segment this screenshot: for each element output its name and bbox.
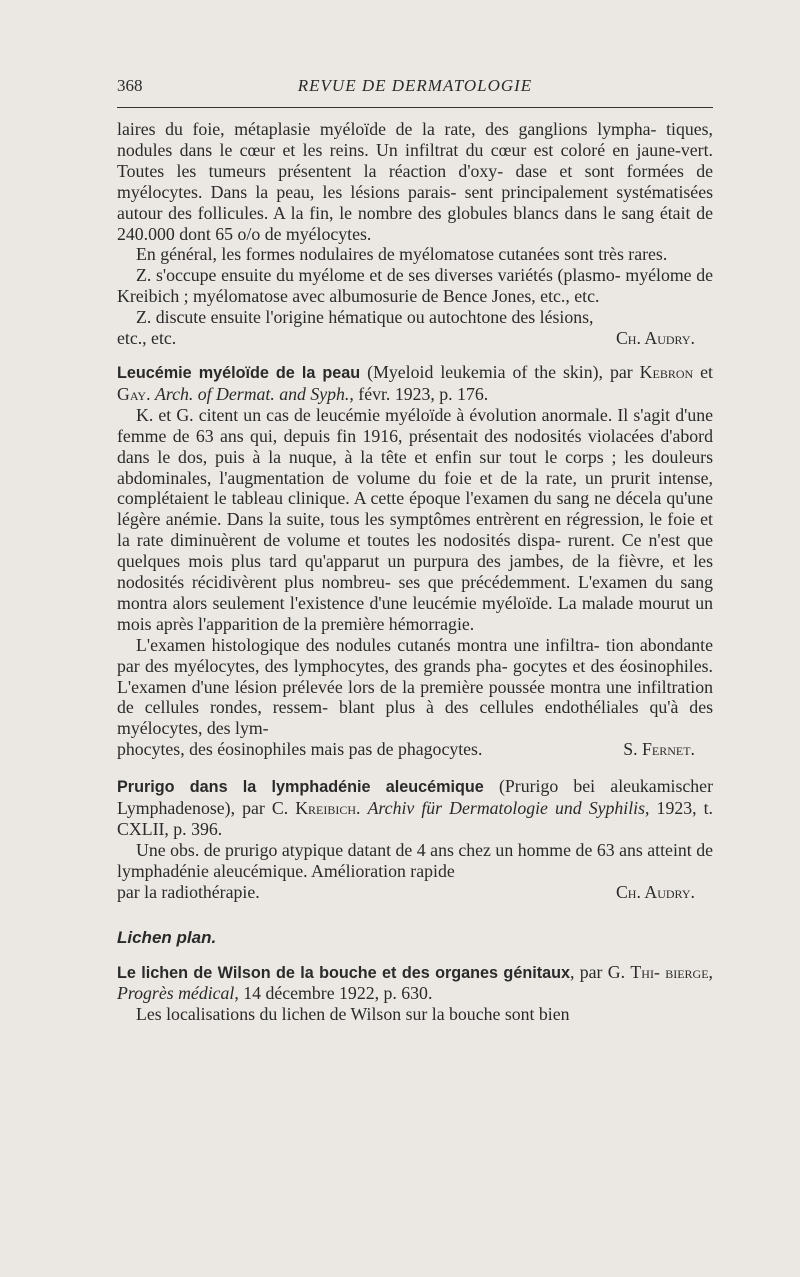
reviewer-signature: S. Fernet. bbox=[623, 739, 695, 760]
reference-text: . bbox=[146, 383, 155, 404]
text-line: phocytes, des éosinophiles mais pas de phagocytes. bbox=[117, 739, 483, 760]
reference-text: Lymphadenose), par C. bbox=[117, 798, 296, 819]
paragraph bbox=[117, 635, 713, 740]
text-line: gocytes et des éosinophiles. L'examen d'une lésion prélevée lors de la bbox=[117, 655, 714, 697]
header-rule bbox=[117, 107, 713, 108]
paragraph bbox=[117, 1004, 713, 1025]
paragraph bbox=[117, 265, 713, 307]
reviewer-signature: Ch. Audry. bbox=[615, 881, 695, 902]
text-line: très rares. bbox=[598, 244, 668, 265]
text-line: de myélocytes. bbox=[264, 223, 372, 244]
paragraph bbox=[117, 119, 713, 244]
text-line: enfin sur tout le corps ; les douleurs abdominales, l'augmentation de bbox=[117, 446, 714, 488]
text-line: Z. s'occupe ensuite du myélome et de ses diverses variétés (plasmo- bbox=[136, 265, 621, 286]
paragraph bbox=[117, 307, 713, 328]
page-body bbox=[117, 119, 713, 1025]
reference-text: (Prurigo bei aleukamischer bbox=[483, 776, 713, 797]
article-title: Le lichen de Wilson de la bouche et des organes génitaux bbox=[117, 963, 570, 982]
article-title: Prurigo dans la lymphadénie aleucémique bbox=[117, 778, 484, 797]
reference-text: et bbox=[700, 361, 713, 382]
reference-text: (Myeloid leukemia of the skin), par bbox=[360, 361, 640, 382]
spacer bbox=[117, 349, 713, 362]
reviewer-signature: Ch. Audry. bbox=[615, 328, 695, 349]
text-line: coloré en jaune-vert. Toutes les tumeurs présentent la réaction d'oxy- bbox=[117, 139, 713, 181]
author-name: Kreibich bbox=[295, 798, 357, 819]
text-line: etc., etc. bbox=[117, 328, 177, 349]
text-line: En général, les formes nodulaires de myélomatose cutanées sont bbox=[136, 244, 594, 265]
reference-text: , 14 décembre 1922, p. 630. bbox=[234, 983, 433, 1004]
text-line: tiques, nodules dans le cœur et les reins. Un infiltrat du cœur est bbox=[117, 119, 713, 160]
text-line: dase et sont formées de myélocytes. Dans la peau, les lésions parais- bbox=[117, 160, 713, 202]
running-title: REVUE DE DERMATOLOGIE bbox=[297, 76, 533, 95]
page-number: 368 bbox=[117, 76, 143, 95]
page-header bbox=[117, 76, 713, 102]
author-name: Thi- bbox=[630, 961, 660, 982]
text-line: blant plus à des cellules endothéliales qu'à des myélocytes, des lym- bbox=[117, 697, 714, 739]
signature-line bbox=[117, 328, 713, 349]
journal-name: Progrès médical bbox=[117, 983, 235, 1004]
journal-name: Archiv für Dermatologie und Syphilis bbox=[367, 798, 646, 819]
signature-line bbox=[117, 739, 713, 760]
section-heading: Lichen plan. bbox=[117, 927, 217, 947]
text-line: K. et G. citent un cas de leucémie myéloïde à évolution anormale. bbox=[136, 404, 613, 425]
reference-text: , févr. 1923, p. 176. bbox=[349, 383, 489, 404]
signature-line bbox=[117, 882, 713, 903]
text-line: nodosités violacées d'abord dans le dos, puis à la nuque, à la tête et bbox=[117, 425, 713, 467]
text-line: de 63 ans atteint de lymphadénie aleucémique. Amélioration rapide bbox=[117, 839, 713, 881]
text-line: Z. discute ensuite l'origine hématique ou autochtone des lésions, bbox=[136, 307, 594, 328]
text-line: etc., etc. bbox=[540, 286, 600, 307]
spacer bbox=[117, 760, 713, 776]
reference-text: , bbox=[708, 961, 713, 982]
text-line: Les localisations du lichen de Wilson sur la bouche sont bien bbox=[136, 1004, 570, 1025]
text-line: volume du foie et de la rate, un prurit intense, complétaient le tableau bbox=[117, 467, 713, 509]
text-line: sent principalement systématisées autour des follicules. A la fin, le bbox=[117, 181, 714, 223]
text-line: première poussée montra une infiltration de cellules rondes, ressem- bbox=[117, 676, 713, 718]
article-heading bbox=[117, 362, 713, 405]
text-line: clinique. A cette époque l'examen du sang ne décela qu'une légère bbox=[117, 488, 713, 530]
text-line: rurent. Ce n'est que quelques mois plus tard qu'apparut un purpura bbox=[117, 530, 714, 572]
text-line: laires du foie, métaplasie myéloïde de la rate, des ganglions lympha- bbox=[117, 119, 657, 139]
journal-name: Arch. of Dermat. and Syph. bbox=[154, 383, 350, 404]
text-line: le foie et la rate diminuèrent de volume et toutes les nodosités dispa- bbox=[117, 509, 713, 551]
text-line: par la radiothérapie. bbox=[117, 881, 260, 902]
article-title: Leucémie myéloïde de la peau bbox=[117, 363, 361, 382]
spacer bbox=[117, 903, 713, 927]
reference-text: 1923, t. CXLII, p. 396. bbox=[117, 798, 713, 839]
paragraph bbox=[117, 840, 713, 882]
text-line: l'apparition de la première hémorragie. bbox=[198, 613, 475, 634]
text-line: Il s'agit d'une femme de 63 ans qui, depuis fin 1916, présentait des bbox=[117, 404, 713, 446]
reference-text: , par G. bbox=[570, 961, 631, 982]
text-line: l'existence d'une leucémie myéloïde. La malade mourut un mois après bbox=[117, 592, 713, 634]
reference-text: . bbox=[356, 798, 368, 819]
author-name: Kebron bbox=[639, 361, 694, 382]
author-name: Gay bbox=[117, 383, 147, 404]
text-line: nombre des globules blancs dans le sang était de 240.000 dont 65 o/o bbox=[117, 202, 713, 244]
article-heading bbox=[117, 962, 713, 1005]
reference-text: , bbox=[645, 798, 650, 819]
author-name: bierge bbox=[665, 961, 709, 982]
text-line: Une obs. de prurigo atypique datant de 4 ans chez un homme bbox=[136, 839, 572, 860]
text-line: tion abondante par des myélocytes, des lymphocytes, des grands pha- bbox=[117, 634, 713, 676]
article-heading bbox=[117, 776, 713, 840]
paragraph bbox=[117, 244, 713, 265]
text-line: myélome de Kreibich ; myélomatose avec albumosurie de Bence Jones, bbox=[117, 265, 713, 307]
spacer bbox=[117, 949, 713, 962]
text-line: ses que précédemment. L'examen du sang montra alors seulement bbox=[117, 572, 713, 613]
section-heading-line bbox=[117, 927, 713, 949]
text-line: L'examen histologique des nodules cutanés montra une infiltra- bbox=[136, 634, 600, 655]
text-line: anémie. Dans la suite, tous les symptômes entrèrent en régression, bbox=[165, 509, 644, 530]
paragraph bbox=[117, 405, 713, 635]
text-line: des jambes, de la fièvre, et les nodosités récidivèrent plus nombreu- bbox=[117, 551, 713, 593]
